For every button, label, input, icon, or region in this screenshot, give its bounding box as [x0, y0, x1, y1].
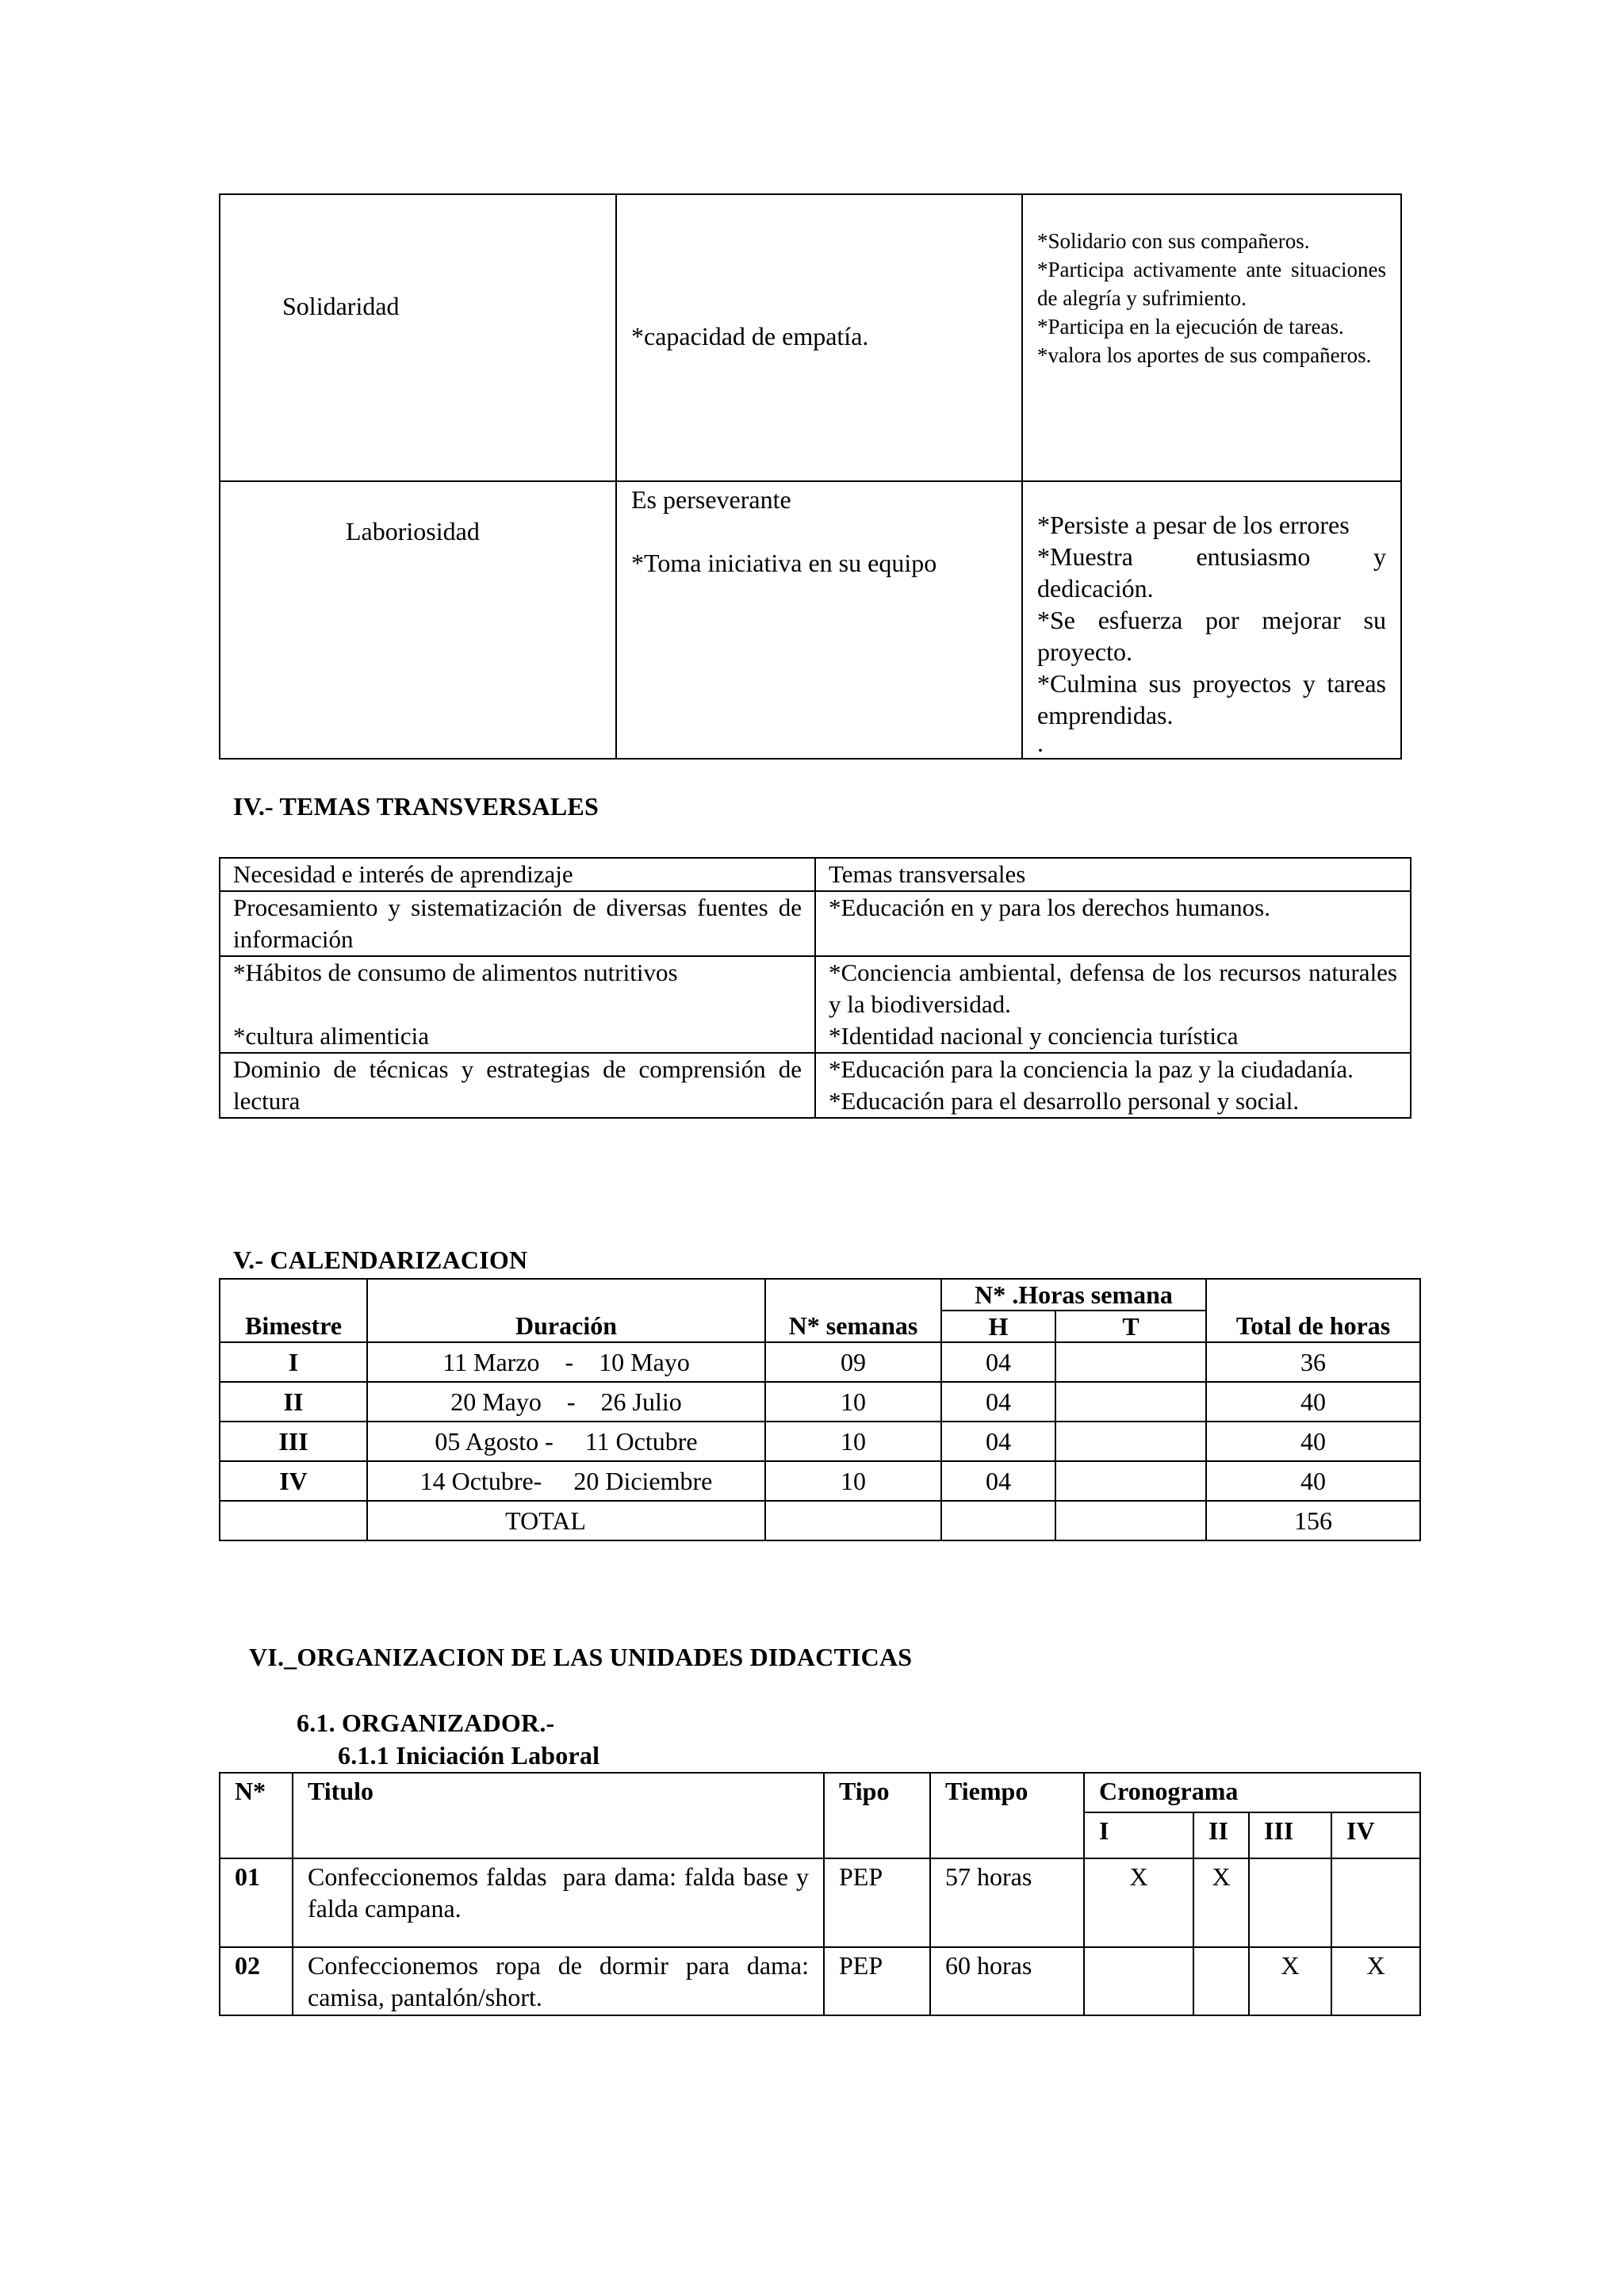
necesidad-cell: [220, 891, 815, 956]
titulo-cell: Confeccionemos faldas para dama: falda base y falda campana.: [293, 1858, 824, 1947]
t-cell: [1055, 1422, 1206, 1461]
unidades-heading: VI._ORGANIZACION DE LAS UNIDADES DIDACTICAS: [249, 1643, 913, 1671]
necesidad-text: Procesamiento y sistematización de diversas fuentes de información: [233, 894, 802, 953]
indicador-text: *Muestra entusiasmo y dedicación.: [1037, 542, 1386, 603]
table-header-row: [220, 1279, 1420, 1311]
num-cell: 01: [220, 1858, 293, 1947]
table-row: [220, 1382, 1420, 1422]
indicador-text: *Participa en la ejecución de tareas.: [1037, 315, 1344, 339]
indicador-text: *valora los aportes de sus compañeros.: [1037, 343, 1372, 367]
calendario-table: [219, 1278, 1421, 1541]
table-row: [220, 194, 1401, 481]
duracion-cell: 11 Marzo - 10 Mayo: [367, 1342, 765, 1382]
table-header-row: [220, 858, 1411, 891]
semanas-cell: 10: [765, 1461, 941, 1501]
table-row: [220, 1053, 1411, 1118]
semanas-cell: 09: [765, 1342, 941, 1382]
temas-heading: IV.- TEMAS TRANSVERSALES: [233, 792, 599, 821]
t-cell: [1055, 1342, 1206, 1382]
indicadores-cell: [1022, 481, 1401, 759]
header-tiempo: Tiempo: [930, 1773, 1084, 1858]
table-row: [220, 891, 1411, 956]
b4-cell: [1331, 1858, 1420, 1947]
valor-cell: [220, 481, 616, 759]
empty-cell: [1055, 1501, 1206, 1540]
table-row: [220, 956, 1411, 1053]
temas-cell: [815, 956, 1411, 1053]
duracion-cell: 14 Octubre- 20 Diciembre: [367, 1461, 765, 1501]
t-cell: [1055, 1382, 1206, 1422]
b1-cell: [1084, 1947, 1193, 2015]
duracion-cell: 05 Agosto - 11 Octubre: [367, 1422, 765, 1461]
b2-cell: X: [1193, 1858, 1249, 1947]
bimestre-cell: III: [220, 1422, 367, 1461]
necesidad-text: Dominio de técnicas y estrategias de comprensión de lectura: [233, 1055, 802, 1115]
table-row: [220, 1501, 1420, 1540]
valor-label: Solidaridad: [282, 292, 400, 320]
indicador-text: *Se esfuerza por mejorar su proyecto.: [1037, 606, 1386, 666]
t-cell: [1055, 1461, 1206, 1501]
necesidad-cell: [220, 956, 815, 1053]
tema-text: *Identidad nacional y conciencia turística: [829, 1022, 1239, 1050]
tipo-cell: PEP: [824, 1947, 930, 2015]
indicador-text: *Solidario con sus compañeros.: [1037, 229, 1310, 253]
actitud-text: *capacidad de empatía.: [631, 322, 869, 350]
num-cell: 02: [220, 1947, 293, 2015]
b2-cell: [1193, 1947, 1249, 2015]
indicador-text: .: [1037, 729, 1044, 757]
unidades-table: [219, 1772, 1421, 2016]
header-num: N*: [220, 1773, 293, 1858]
organizador-heading: 6.1. ORGANIZADOR.-: [297, 1709, 555, 1737]
header-temas: Temas transversales: [815, 858, 1411, 891]
table-row: [220, 1461, 1420, 1501]
actitud-text: Es perseverante: [631, 485, 791, 514]
valores-table: [219, 193, 1402, 760]
table-row: [220, 481, 1401, 759]
temas-cell: [815, 891, 1411, 956]
header-duracion: Duración: [367, 1279, 765, 1342]
header-b3: III: [1249, 1812, 1331, 1858]
header-b1: I: [1084, 1812, 1193, 1858]
total-cell: 40: [1206, 1461, 1420, 1501]
tiempo-cell: 60 horas: [930, 1947, 1084, 2015]
table-row: [220, 1422, 1420, 1461]
temas-cell: [815, 1053, 1411, 1118]
tipo-cell: PEP: [824, 1858, 930, 1947]
header-b2: II: [1193, 1812, 1249, 1858]
bimestre-cell: IV: [220, 1461, 367, 1501]
tiempo-cell: 57 horas: [930, 1858, 1084, 1947]
indicador-text: *Participa activamente ante situaciones de alegría y sufrimiento.: [1037, 258, 1386, 310]
header-total: Total de horas: [1206, 1279, 1420, 1342]
table-row: [220, 1342, 1420, 1382]
total-cell: 36: [1206, 1342, 1420, 1382]
grand-total-cell: 156: [1206, 1501, 1420, 1540]
tema-text: *Educación en y para los derechos humanos.: [829, 894, 1270, 921]
necesidad-text: *cultura alimenticia: [233, 1022, 430, 1050]
tema-text: *Conciencia ambiental, defensa de los recursos naturales y la biodiversidad.: [829, 959, 1397, 1018]
valor-cell: [220, 194, 616, 481]
actitud-cell: [616, 481, 1022, 759]
header-titulo: Titulo: [293, 1773, 824, 1858]
header-necesidad: Necesidad e interés de aprendizaje: [220, 858, 815, 891]
header-b4: IV: [1331, 1812, 1420, 1858]
tema-text: *Educación para el desarrollo personal y social.: [829, 1087, 1300, 1115]
header-tipo: Tipo: [824, 1773, 930, 1858]
h-cell: 04: [941, 1422, 1055, 1461]
header-t: T: [1055, 1311, 1206, 1342]
empty-cell: [220, 1501, 367, 1540]
b1-cell: X: [1084, 1858, 1193, 1947]
indicador-text: *Culmina sus proyectos y tareas emprendidas.: [1037, 669, 1386, 729]
bimestre-cell: I: [220, 1342, 367, 1382]
indicadores-cell: [1022, 194, 1401, 481]
h-cell: 04: [941, 1382, 1055, 1422]
header-horas-semana: N* .Horas semana: [941, 1279, 1206, 1311]
tema-text: *Educación para la conciencia la paz y la ciudadanía.: [829, 1055, 1354, 1083]
total-cell: 40: [1206, 1422, 1420, 1461]
table-row: [220, 1858, 1420, 1947]
total-cell: 40: [1206, 1382, 1420, 1422]
valor-label: Laboriosidad: [346, 517, 480, 545]
actitud-cell: [616, 194, 1022, 481]
indicador-text: *Persiste a pesar de los errores: [1037, 511, 1350, 539]
b3-cell: [1249, 1858, 1331, 1947]
necesidad-text: *Hábitos de consumo de alimentos nutritivos: [233, 959, 678, 986]
necesidad-cell: [220, 1053, 815, 1118]
h-cell: 04: [941, 1461, 1055, 1501]
semanas-cell: 10: [765, 1382, 941, 1422]
duracion-cell: 20 Mayo - 26 Julio: [367, 1382, 765, 1422]
header-semanas: N* semanas: [765, 1279, 941, 1342]
table-row: [220, 1947, 1420, 2015]
header-cronograma: Cronograma: [1084, 1773, 1420, 1812]
h-cell: 04: [941, 1342, 1055, 1382]
semanas-cell: 10: [765, 1422, 941, 1461]
bimestre-cell: II: [220, 1382, 367, 1422]
calendario-heading: V.- CALENDARIZACION: [233, 1246, 528, 1274]
actitud-text: *Toma iniciativa en su equipo: [631, 549, 937, 577]
b3-cell: X: [1249, 1947, 1331, 2015]
titulo-cell: Confeccionemos ropa de dormir para dama: camisa, pantalón/short.: [293, 1947, 824, 2015]
header-h: H: [941, 1311, 1055, 1342]
header-bimestre: Bimestre: [220, 1279, 367, 1342]
temas-table: [219, 857, 1411, 1119]
table-header-row: [220, 1773, 1420, 1812]
empty-cell: [765, 1501, 941, 1540]
empty-cell: [941, 1501, 1055, 1540]
b4-cell: X: [1331, 1947, 1420, 2015]
iniciacion-heading: 6.1.1 Iniciación Laboral: [338, 1741, 600, 1770]
total-label: TOTAL: [367, 1501, 765, 1540]
